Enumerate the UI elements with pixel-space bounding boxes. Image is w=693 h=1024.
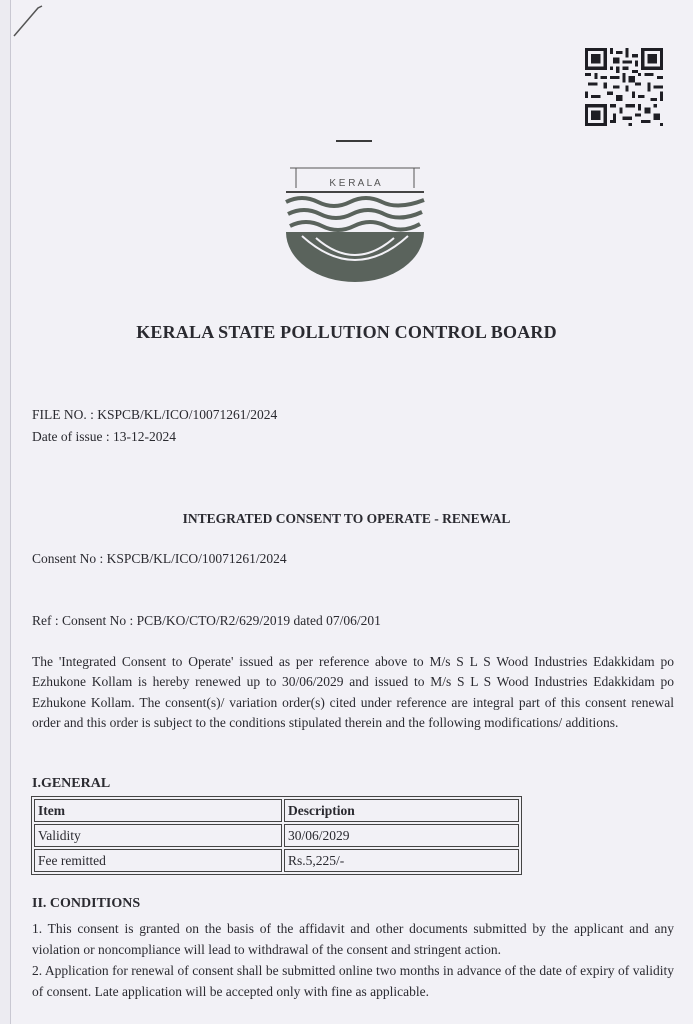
general-table [31,796,522,875]
kspcb-logo [282,164,428,282]
table-row [34,849,519,872]
reference: Ref : Consent No : PCB/KO/CTO/R2/629/2019 dated 07/06/201 [32,613,381,628]
table-cell: Rs.5,225/- [284,849,519,872]
logo-text: K E R A L A [329,178,381,189]
general-heading: I.GENERAL [32,776,111,791]
table-cell: 30/06/2029 [284,824,519,847]
board-title: KERALA STATE POLLUTION CONTROL BOARD [136,322,557,342]
pen-mark [8,0,48,40]
table-cell: Fee remitted [34,849,282,872]
condition-item: 2. Application for renewal of consent shall be submitted online two months in advance of the date of expiry of validity of consent. Late application will be accepted only with fine as applicable. [32,963,674,999]
body-paragraph: The 'Integrated Consent to Operate' issued as per reference above to M/s S L S Wood Industries Edakkidam po Ezhukone Kollam is hereby renewed up to 30/06/2029 and issued to M/s S L S Wood Industries Edakkidam po Ezhukone Kollam. The consent(s)/ variation order(s) cited under reference are integral part of this consent renewal order and this order is subject to the conditions stipulated therein and the following modifications/ additions. [32,654,674,730]
consent-number: Consent No : KSPCB/KL/ICO/10071261/2024 [32,551,287,566]
table-cell: Validity [34,824,282,847]
condition-item: 1. This consent is granted on the basis of the affidavit and other documents submitted by the applicant and any violation or noncompliance will lead to withdrawal of the consent and stringent action. [32,921,674,957]
column-header: Item [34,799,282,822]
section-title: INTEGRATED CONSENT TO OPERATE - RENEWAL [182,511,511,526]
column-header: Description [284,799,519,822]
conditions-list [32,918,674,1002]
table-header-row [34,799,519,822]
divider [336,140,372,142]
date-of-issue: Date of issue : 13-12-2024 [32,429,176,444]
table-row [34,824,519,847]
qr-code-icon [585,48,663,126]
file-number: FILE NO. : KSPCB/KL/ICO/10071261/2024 [32,407,278,422]
conditions-heading: II. CONDITIONS [32,896,141,911]
